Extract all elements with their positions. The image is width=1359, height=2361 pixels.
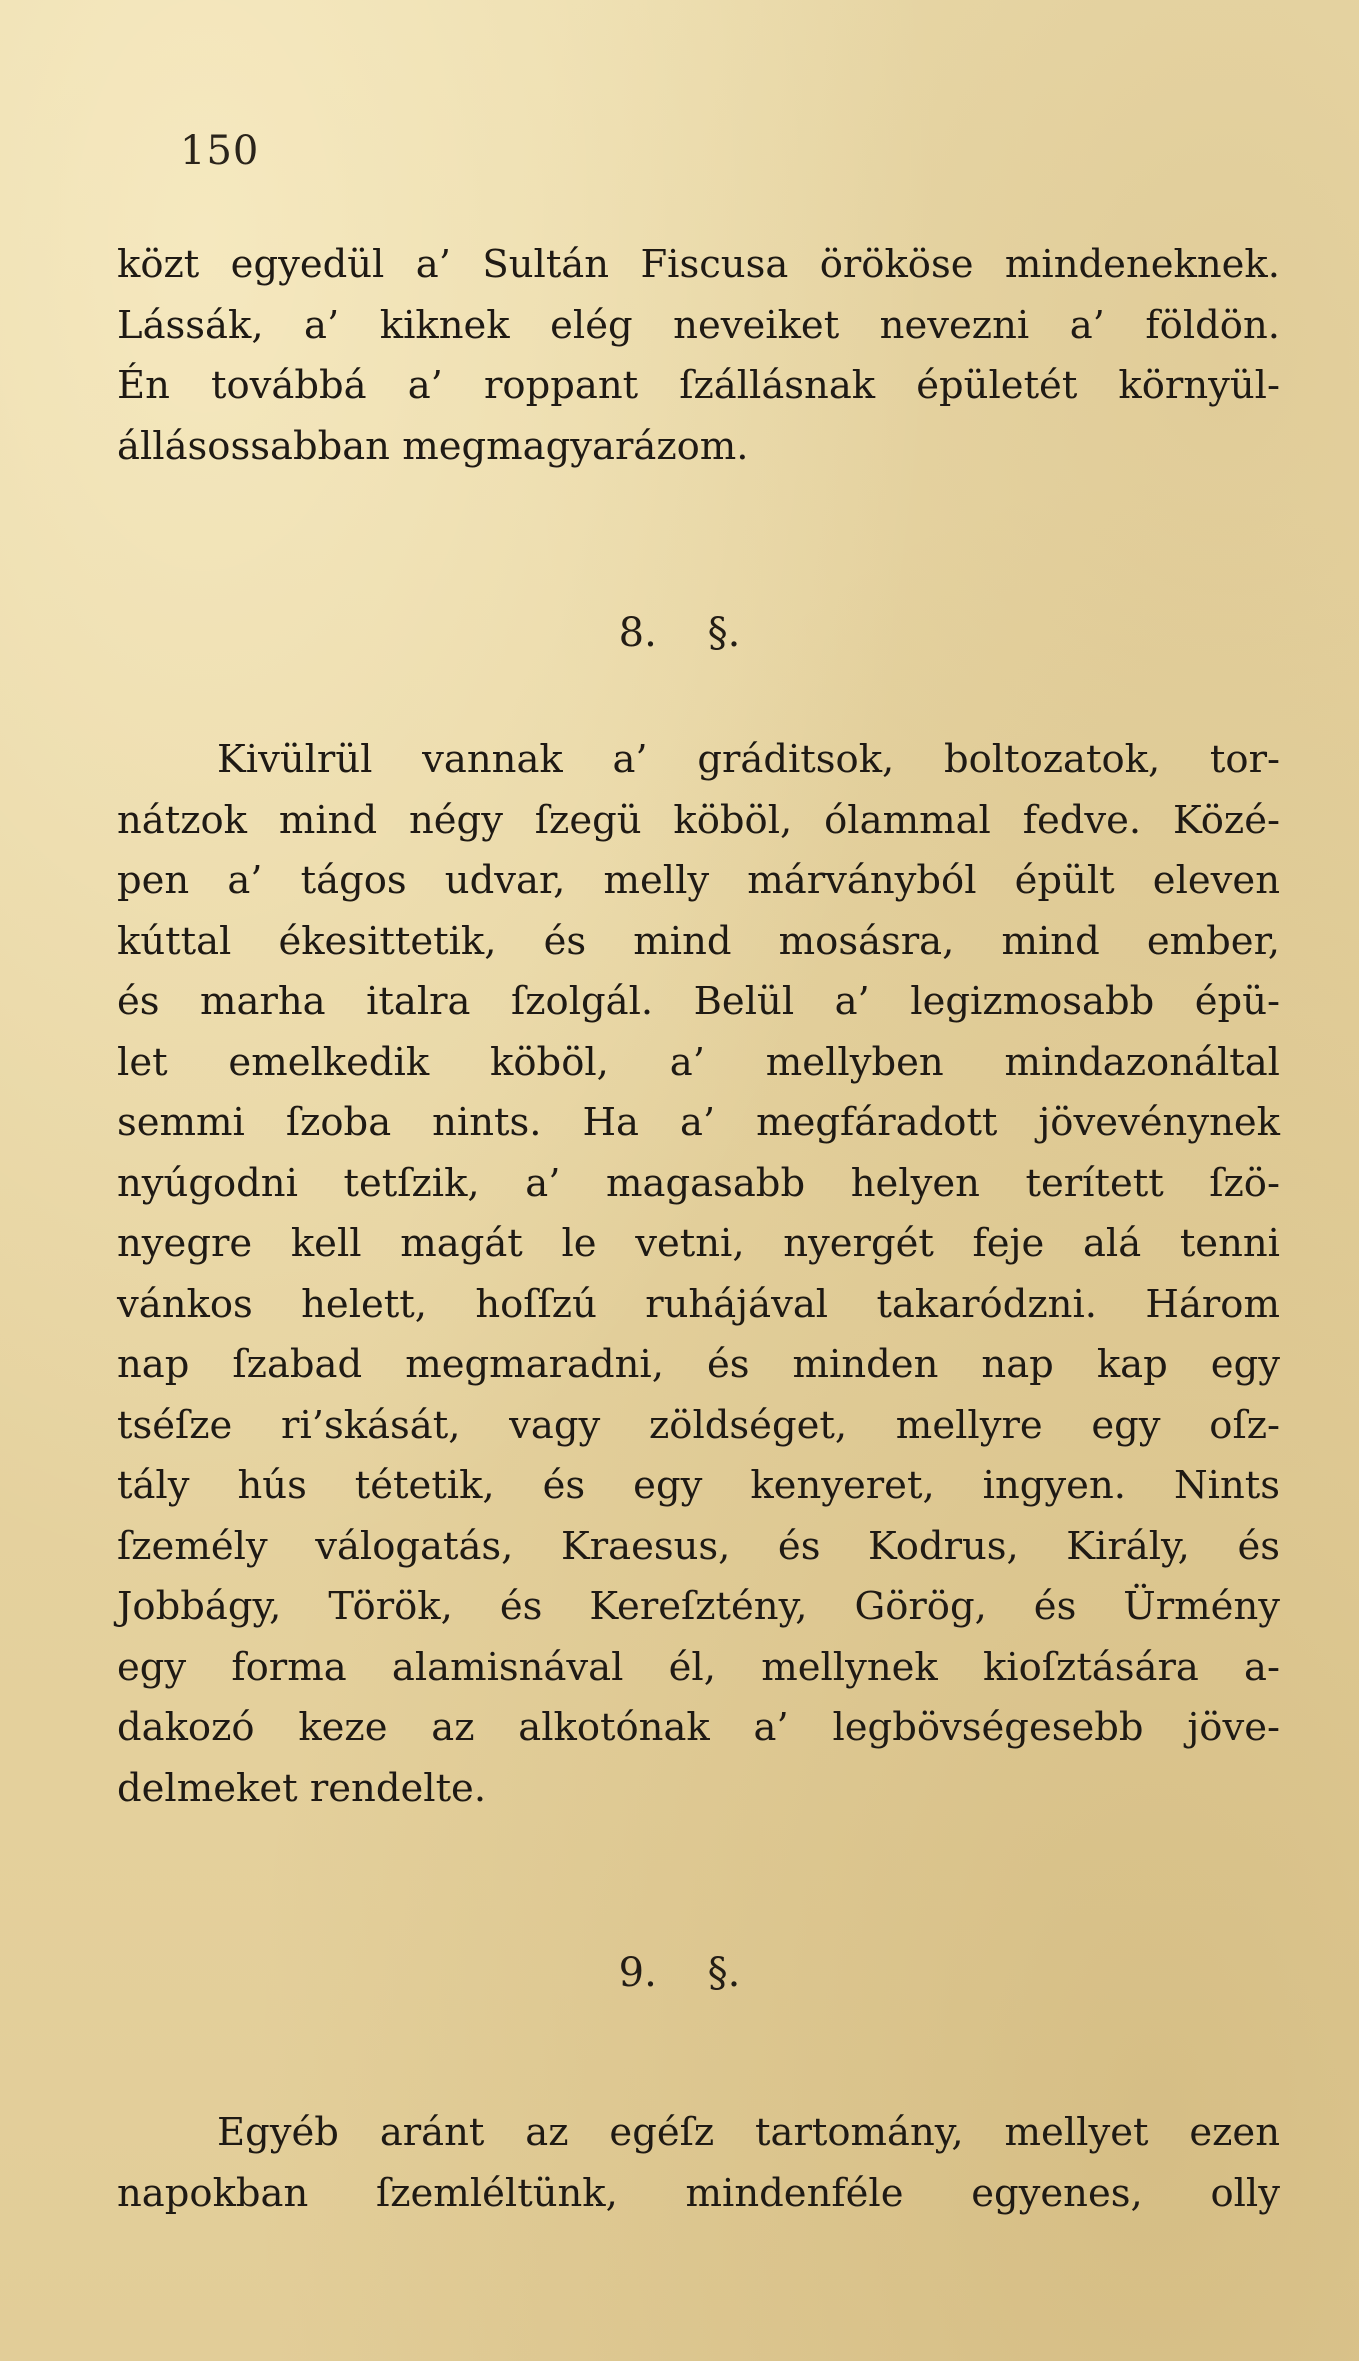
section-heading-9	[0, 1950, 1359, 1996]
section-heading-8	[0, 610, 1359, 656]
text-line: nyúgodni tetſzik, a’ magasabb helyen terített ſzö-	[117, 1160, 1280, 1206]
text-line: delmeket rendelte.	[117, 1765, 487, 1811]
text-line: nyegre kell magát le vetni, nyergét feje alá tenni	[117, 1221, 1280, 1266]
text-line: Én továbbá a’ roppant ſzállásnak épületét környül-	[117, 363, 1280, 408]
paragraph-2	[117, 730, 1280, 1819]
section-symbol: §.	[707, 1950, 741, 1996]
text-line: nap ſzabad megmaradni, és minden nap kap egy	[117, 1342, 1280, 1387]
text-line: let emelkedik köböl, a’ mellyben mindazonáltal	[117, 1039, 1280, 1085]
text-line: állásossabban megmagyarázom.	[117, 423, 749, 469]
page-number: 150	[180, 128, 260, 174]
paragraph-1	[117, 235, 1280, 477]
section-number: 8.	[618, 610, 657, 656]
text-line: pen a’ tágos udvar, melly márványból épült eleven	[117, 858, 1280, 903]
text-line: tály hús tétetik, és egy kenyeret, ingyen. Nints	[117, 1463, 1280, 1508]
text-line: vánkos helett, hoſſzú ruhájával takaródzni. Három	[117, 1281, 1280, 1327]
text-line: Lássák, a’ kiknek elég neveiket nevezni a’ földön.	[117, 302, 1280, 348]
text-line: és marha italra ſzolgál. Belül a’ legizmosabb épü-	[117, 979, 1280, 1024]
paragraph-3	[117, 2103, 1280, 2224]
text-line: kúttal ékesittetik, és mind mosásra, mind ember,	[117, 918, 1280, 964]
text-line: nátzok mind négy ſzegü köböl, ólammal fedve. Közé-	[117, 797, 1280, 843]
text-line: tséſze ri’skását, vagy zöldséget, mellyre egy oſz-	[117, 1402, 1280, 1448]
section-symbol: §.	[707, 610, 741, 656]
text-line: napokban ſzemléltünk, mindenféle egyenes, olly	[117, 2170, 1280, 2216]
text-line: Egyéb aránt az egéſz tartomány, mellyet ezen	[217, 2110, 1280, 2155]
text-line: Jobbágy, Török, és Kereſztény, Görög, és Ürmény	[117, 1584, 1280, 1629]
text-line: Kivülrül vannak a’ gráditsok, boltozatok, tor-	[217, 737, 1280, 782]
section-number: 9.	[618, 1950, 657, 1996]
text-line: dakozó keze az alkotónak a’ legbövségesebb jöve-	[117, 1705, 1280, 1750]
text-line: semmi ſzoba nints. Ha a’ megfáradott jövevénynek	[117, 1100, 1280, 1145]
text-line: ſzemély válogatás, Kraesus, és Kodrus, Király, és	[117, 1523, 1280, 1569]
text-line: közt egyedül a’ Sultán Fiscusa örököse mindeneknek.	[117, 242, 1280, 287]
text-line: egy forma alamisnával él, mellynek kioſztására a-	[117, 1644, 1280, 1690]
